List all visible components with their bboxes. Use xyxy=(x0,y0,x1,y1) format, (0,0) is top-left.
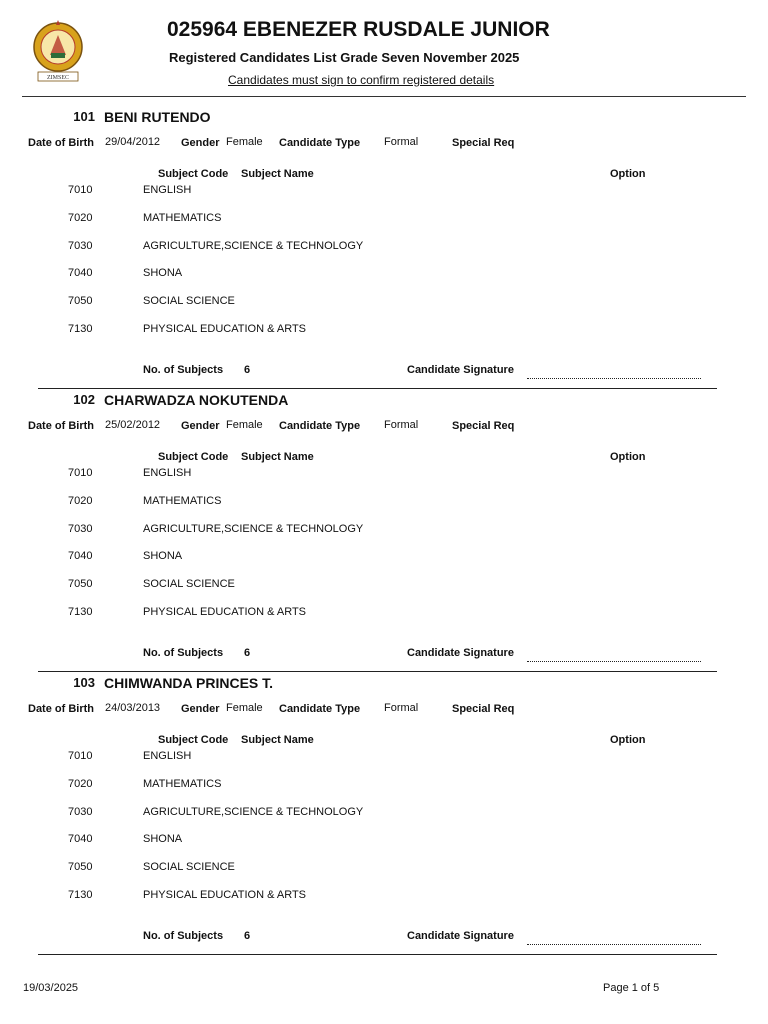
candidate-type-value: Formal xyxy=(384,419,419,431)
subject-name: AGRICULTURE,SCIENCE & TECHNOLOGY xyxy=(143,523,364,535)
zimsec-logo xyxy=(30,17,86,83)
candidate-number: 102 xyxy=(73,392,95,407)
subject-code: 7010 xyxy=(68,467,93,479)
subject-code: 7130 xyxy=(68,889,93,901)
num-subjects-value: 6 xyxy=(244,364,251,376)
subject-name: SOCIAL SCIENCE xyxy=(143,861,235,873)
dob-value: 29/04/2012 xyxy=(105,136,161,148)
school-title: 025964 EBENEZER RUSDALE JUNIOR xyxy=(167,18,550,41)
page-info: Page 1 of 5 xyxy=(603,982,660,994)
num-subjects-value: 6 xyxy=(244,930,251,942)
subject-name-header: Subject Name xyxy=(241,451,314,463)
num-subjects-label: No. of Subjects xyxy=(143,647,224,659)
subject-code: 7010 xyxy=(68,184,93,196)
gender-value: Female xyxy=(226,702,263,714)
subject-code: 7020 xyxy=(68,778,93,790)
print-date: 19/03/2025 xyxy=(23,982,79,994)
subject-name: SHONA xyxy=(143,267,183,279)
subject-name: PHYSICAL EDUCATION & ARTS xyxy=(143,606,307,618)
gender-label: Gender xyxy=(181,703,220,715)
candidate-divider xyxy=(38,954,717,955)
subject-code: 7130 xyxy=(68,606,93,618)
subject-code: 7040 xyxy=(68,267,93,279)
num-subjects-label: No. of Subjects xyxy=(143,364,224,376)
num-subjects-label: No. of Subjects xyxy=(143,930,224,942)
subject-code: 7030 xyxy=(68,806,93,818)
subject-name: AGRICULTURE,SCIENCE & TECHNOLOGY xyxy=(143,240,364,252)
subject-code-header: Subject Code xyxy=(158,168,229,180)
candidate-type-label: Candidate Type xyxy=(279,137,361,149)
subject-name: SHONA xyxy=(143,833,183,845)
subject-name: ENGLISH xyxy=(143,184,192,196)
signature-line xyxy=(527,378,701,379)
gender-value: Female xyxy=(226,136,263,148)
subject-code: 7030 xyxy=(68,240,93,252)
candidate-name: BENI RUTENDO xyxy=(104,109,211,125)
subject-name: SOCIAL SCIENCE xyxy=(143,295,235,307)
signature-label: Candidate Signature xyxy=(407,647,514,659)
candidate-name: CHARWADZA NOKUTENDA xyxy=(104,392,289,408)
candidate-number: 101 xyxy=(73,109,95,124)
subject-name: ENGLISH xyxy=(143,750,192,762)
gender-label: Gender xyxy=(181,420,220,432)
gender-label: Gender xyxy=(181,137,220,149)
sign-instruction: Candidates must sign to confirm registered details xyxy=(228,73,495,87)
candidate-type-label: Candidate Type xyxy=(279,703,361,715)
option-header: Option xyxy=(610,734,646,746)
gender-value: Female xyxy=(226,419,263,431)
list-title: Registered Candidates List Grade Seven November 2025 xyxy=(169,50,520,65)
num-subjects-value: 6 xyxy=(244,647,251,659)
candidate-block xyxy=(0,106,768,390)
subject-name: ENGLISH xyxy=(143,467,192,479)
dob-value: 25/02/2012 xyxy=(105,419,161,431)
header-divider xyxy=(22,96,746,97)
subject-name: PHYSICAL EDUCATION & ARTS xyxy=(143,323,307,335)
dob-label: Date of Birth xyxy=(28,420,94,432)
dob-label: Date of Birth xyxy=(28,137,94,149)
subject-name: PHYSICAL EDUCATION & ARTS xyxy=(143,889,307,901)
signature-label: Candidate Signature xyxy=(407,930,514,942)
signature-label: Candidate Signature xyxy=(407,364,514,376)
subject-name: MATHEMATICS xyxy=(143,495,222,507)
subject-code: 7020 xyxy=(68,495,93,507)
subject-code-header: Subject Code xyxy=(158,734,229,746)
dob-value: 24/03/2013 xyxy=(105,702,161,714)
candidate-type-value: Formal xyxy=(384,136,419,148)
subject-code-header: Subject Code xyxy=(158,451,229,463)
option-header: Option xyxy=(610,451,646,463)
subject-name-header: Subject Name xyxy=(241,168,314,180)
subject-code: 7050 xyxy=(68,861,93,873)
candidate-number: 103 xyxy=(73,675,95,690)
candidate-name: CHIMWANDA PRINCES T. xyxy=(104,675,274,691)
subject-code: 7040 xyxy=(68,550,93,562)
candidate-type-label: Candidate Type xyxy=(279,420,361,432)
option-header: Option xyxy=(610,168,646,180)
candidate-block xyxy=(0,389,768,673)
subject-code: 7130 xyxy=(68,323,93,335)
special-req-label: Special Req xyxy=(452,137,515,149)
signature-line xyxy=(527,661,701,662)
subject-code: 7010 xyxy=(68,750,93,762)
subject-code: 7030 xyxy=(68,523,93,535)
candidate-type-value: Formal xyxy=(384,702,419,714)
subject-name-header: Subject Name xyxy=(241,734,314,746)
subject-code: 7040 xyxy=(68,833,93,845)
signature-line xyxy=(527,944,701,945)
dob-label: Date of Birth xyxy=(28,703,94,715)
subject-code: 7050 xyxy=(68,578,93,590)
special-req-label: Special Req xyxy=(452,703,515,715)
subject-name: AGRICULTURE,SCIENCE & TECHNOLOGY xyxy=(143,806,364,818)
subject-name: SOCIAL SCIENCE xyxy=(143,578,235,590)
subject-code: 7020 xyxy=(68,212,93,224)
subject-name: SHONA xyxy=(143,550,183,562)
candidate-block xyxy=(0,672,768,956)
subject-code: 7050 xyxy=(68,295,93,307)
subject-name: MATHEMATICS xyxy=(143,778,222,790)
subject-name: MATHEMATICS xyxy=(143,212,222,224)
crest-emblem xyxy=(34,20,82,71)
special-req-label: Special Req xyxy=(452,420,515,432)
logo-text: ZIMSEC xyxy=(46,75,70,81)
